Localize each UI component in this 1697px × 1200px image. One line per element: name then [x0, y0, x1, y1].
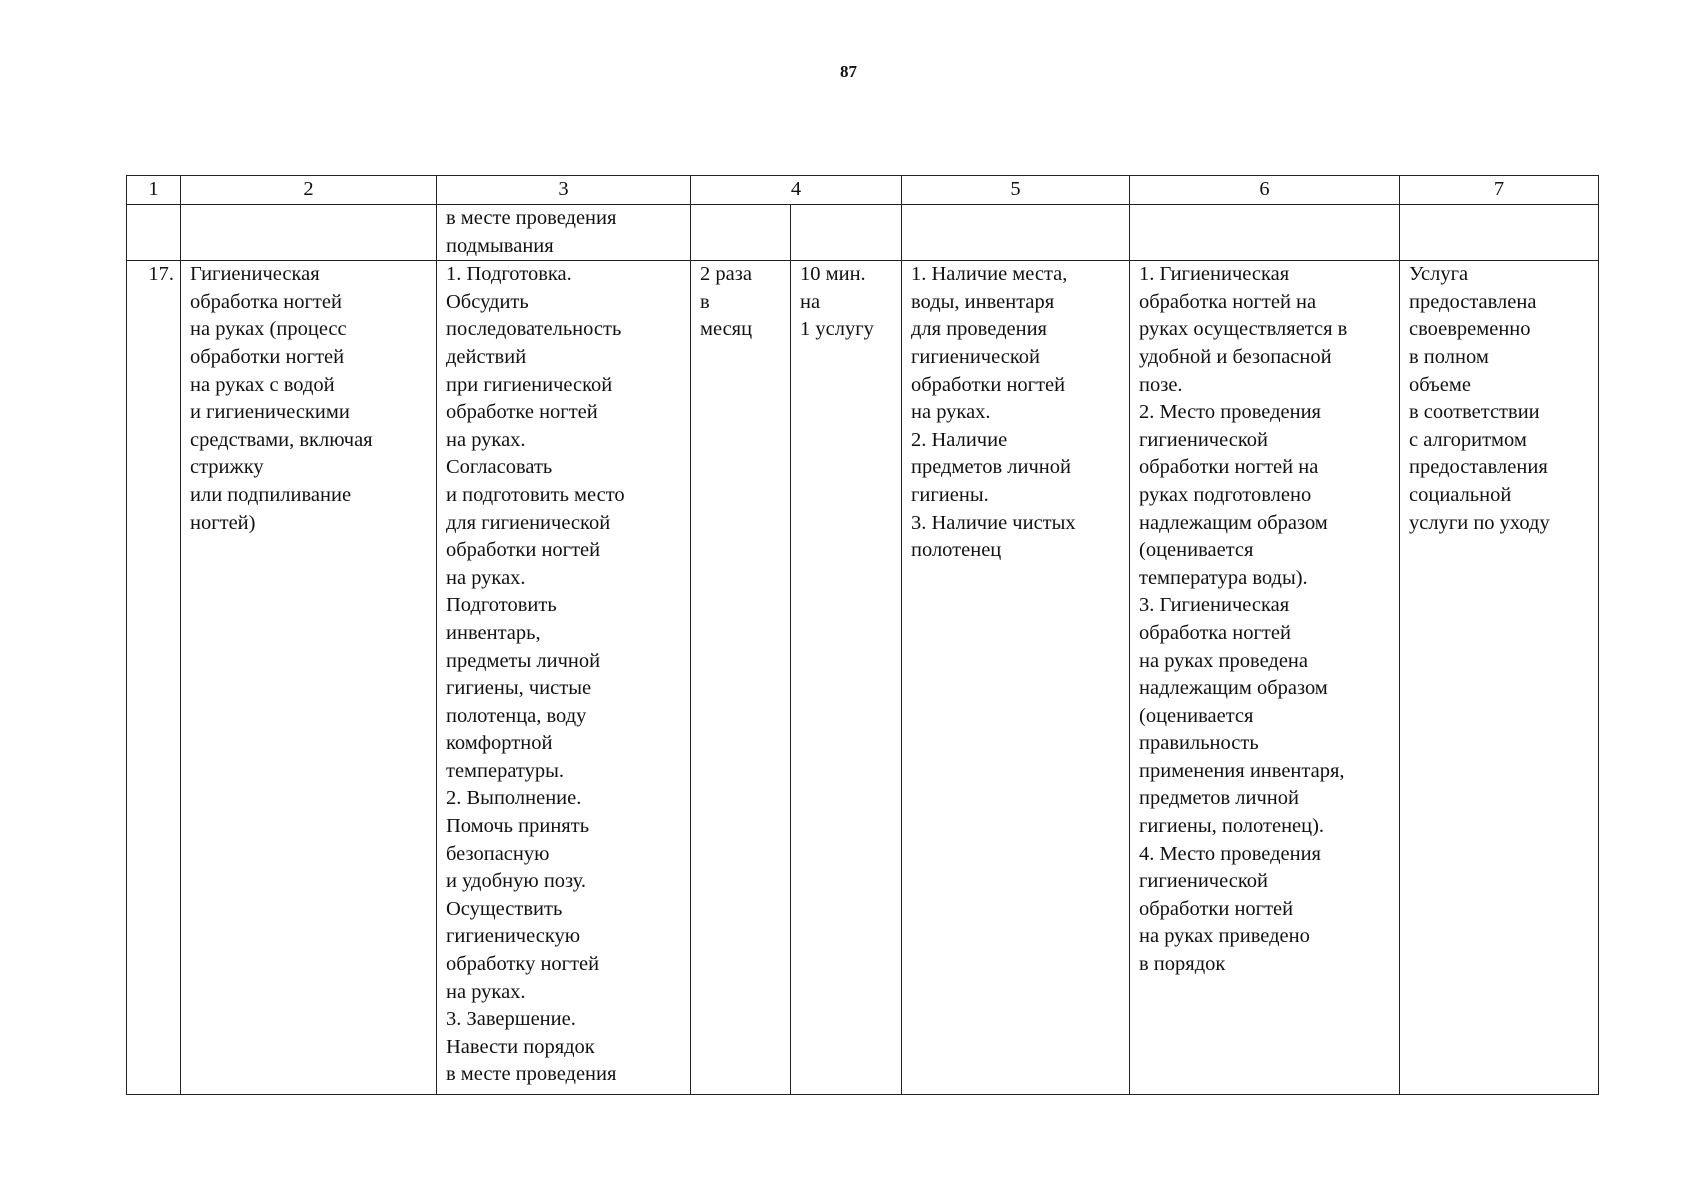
- column-header-4: 4: [691, 176, 902, 205]
- cont-cell-1: [127, 205, 181, 261]
- evaluation-cell: Услуга предоставлена своевременно в полном объеме в соответствии с алгоритмом предоставления социальной услуги по уходу: [1400, 261, 1599, 1095]
- procedure-cell: 1. Подготовка. Обсудить последовательность действий при гигиенической обработке ногтей на руках. Согласовать и подготовить место для гигиенической обработки ногтей на руках. Подготовить инвентарь, предметы личной гигиены, чистые полотенца, воду комфортной температуры. 2. Выполнение. Помочь принять безопасную и удобную позу. Осуществить гигиеническую обработку ногтей на руках. 3. Завершение. Навести порядок в месте проведения: [437, 261, 691, 1095]
- column-header-7: 7: [1400, 176, 1599, 205]
- cont-cell-6: [1130, 205, 1400, 261]
- column-header-5: 5: [902, 176, 1130, 205]
- service-standard-table: [126, 175, 1599, 1095]
- cont-cell-5: [902, 205, 1130, 261]
- cont-cell-procedure: в месте проведения подмывания: [437, 205, 691, 261]
- table-row-continuation: [127, 205, 1599, 261]
- quality-indicators-cell: 1. Гигиеническая обработка ногтей на руках осуществляется в удобной и безопасной позе. 2. Место проведения гигиенической обработки ногтей на руках подготовлено надлежащим образом (оценивается температура воды). 3. Гигиеническая обработка ногтей на руках проведена надлежащим образом (оценивается правильность применения инвентаря, предметов личной гигиены, полотенец). 4. Место проведения гигиенической обработки ногтей на руках приведено в порядок: [1130, 261, 1400, 1095]
- duration-cell: 10 мин. на 1 услугу: [791, 261, 902, 1095]
- cont-cell-2: [181, 205, 437, 261]
- frequency-cell: 2 раза в месяц: [691, 261, 791, 1095]
- cont-cell-4a: [691, 205, 791, 261]
- page-number: 87: [840, 62, 857, 81]
- table-header-row: [127, 176, 1599, 205]
- column-header-3: 3: [437, 176, 691, 205]
- table-row-17: [127, 261, 1599, 1095]
- row-number: 17.: [127, 261, 181, 1095]
- column-header-2: 2: [181, 176, 437, 205]
- column-header-1: 1: [127, 176, 181, 205]
- column-header-6: 6: [1130, 176, 1400, 205]
- cont-cell-7: [1400, 205, 1599, 261]
- service-name-cell: Гигиеническая обработка ногтей на руках (процесс обработки ногтей на руках с водой и гигиеническими средствами, включая стрижку или подпиливание ногтей): [181, 261, 437, 1095]
- cont-cell-4b: [791, 205, 902, 261]
- conditions-cell: 1. Наличие места, воды, инвентаря для проведения гигиенической обработки ногтей на руках. 2. Наличие предметов личной гигиены. 3. Наличие чистых полотенец: [902, 261, 1130, 1095]
